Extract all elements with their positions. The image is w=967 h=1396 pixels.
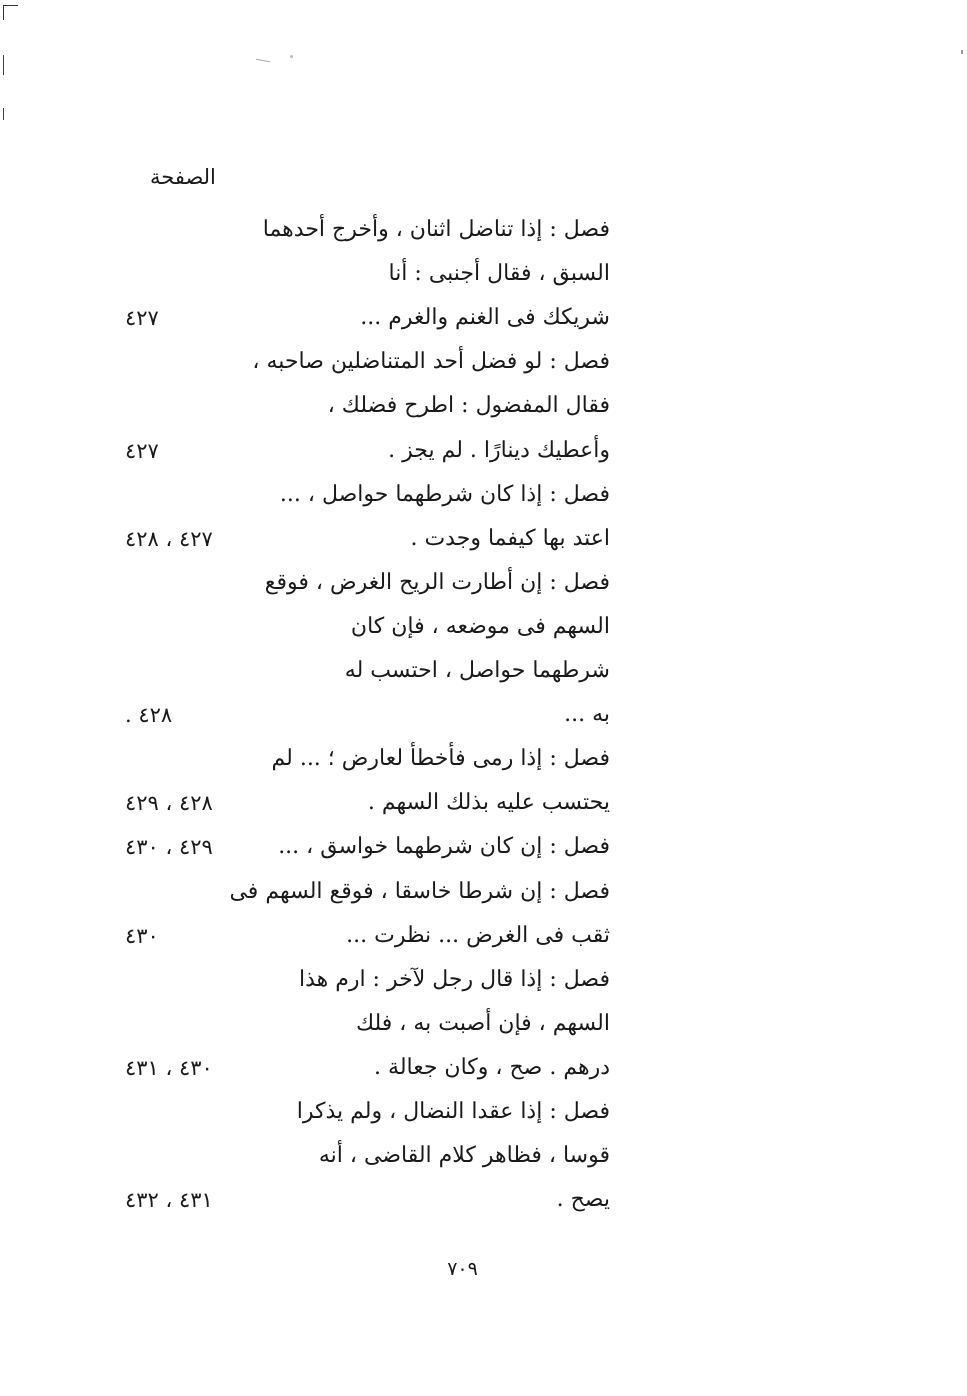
entry-page-numbers: ٤٢٧ ، ٤٢٨	[125, 526, 213, 551]
entry-text: فصل : إذا عقدا النضال ، ولم يذكرا	[296, 1099, 610, 1124]
scan-speck	[256, 59, 270, 62]
entry-text: اعتد بها كيفما وجدت .	[410, 525, 610, 551]
page-number: ٧٠٩	[447, 1258, 478, 1280]
index-row	[0, 605, 967, 649]
entry-text: ثقب فى الغرض ... نظرت ...	[346, 922, 610, 948]
entry-text: شرطهما حواصل ، احتسب له	[344, 658, 610, 683]
index-row	[0, 781, 967, 825]
entry-text: فصل : إن أطارت الريح الغرض ، فوقع	[264, 569, 610, 595]
entry-text: فصل : إذا قال رجل لآخر : ارم هذا	[298, 966, 610, 992]
index-row	[0, 1178, 967, 1222]
entry-page-numbers: ٤٢٨ ، ٤٢٩	[125, 791, 213, 816]
index-row	[0, 870, 967, 914]
index-row	[0, 340, 967, 384]
index-row	[0, 1134, 967, 1178]
index-row	[0, 737, 967, 781]
entry-text: فصل : إذا رمى فأخطأ لعارض ؛ ... لم	[271, 746, 610, 772]
index-row	[0, 1002, 967, 1046]
index-row	[0, 958, 967, 1002]
index-row	[0, 1046, 967, 1090]
index-row	[0, 384, 967, 428]
scan-speck	[290, 55, 293, 58]
index-row	[0, 914, 967, 958]
entry-text: شريكك فى الغنم والغرم ...	[360, 305, 610, 331]
entry-page-numbers: ٤٣١ ، ٤٣٢	[125, 1188, 213, 1213]
entry-text: وأعطيك دينارًا . لم يجز .	[388, 437, 610, 463]
entry-page-numbers: ٤٢٩ ، ٤٣٠	[125, 835, 213, 860]
entry-text: يحتسب عليه بذلك السهم .	[367, 790, 610, 816]
entry-text: قوسا ، فظاهر كلام القاضى ، أنه	[318, 1143, 610, 1169]
entry-page-numbers: ٤٢٧	[125, 438, 159, 463]
index-row	[0, 1090, 967, 1134]
entry-text: يصح .	[556, 1187, 610, 1213]
crop-mark-tick	[3, 108, 4, 120]
entry-text: فصل : إن كان شرطهما خواسق ، ...	[278, 834, 610, 860]
entry-text: فقال المفضول : اطرح فضلك ،	[327, 393, 610, 419]
entry-text: السهم ، فإن أصبت به ، فلك	[355, 1010, 610, 1036]
entry-text: به ...	[564, 702, 610, 728]
entry-page-numbers: ٤٢٧	[125, 306, 159, 331]
index-row	[0, 252, 967, 296]
entry-page-numbers: ٤٣٠	[125, 923, 159, 948]
entry-page-numbers: ٤٣٠ ، ٤٣١	[125, 1055, 213, 1080]
entry-text: فصل : إذا تناضل اثنان ، وأخرج أحدهما	[262, 217, 610, 242]
entry-text: السبق ، فقال أجنبى : أنا	[388, 261, 610, 287]
index-row	[0, 825, 967, 869]
page-column-header: الصفحة	[150, 165, 216, 189]
entry-text: السهم فى موضعه ، فإن كان	[350, 613, 610, 639]
index-row	[0, 517, 967, 561]
index-row	[0, 693, 967, 737]
index-row	[0, 561, 967, 605]
entry-text: فصل : إذا كان شرطهما حواصل ، ...	[279, 481, 610, 507]
crop-mark-corner	[3, 5, 18, 20]
entry-text: درهم . صح ، وكان جعالة .	[374, 1054, 610, 1080]
crop-mark-tick	[3, 55, 4, 75]
entry-text: فصل : إن شرطا خاسقا ، فوقع السهم فى	[229, 878, 610, 904]
scan-edge-mark	[961, 50, 963, 54]
index-row	[0, 296, 967, 340]
entry-text: فصل : لو فضل أحد المتناضلين صاحبه ،	[252, 349, 610, 375]
index-row	[0, 649, 967, 693]
entry-page-numbers: ٤٢٨ .	[125, 703, 173, 728]
index-row	[0, 429, 967, 473]
index-row	[0, 208, 967, 252]
index-row	[0, 473, 967, 517]
